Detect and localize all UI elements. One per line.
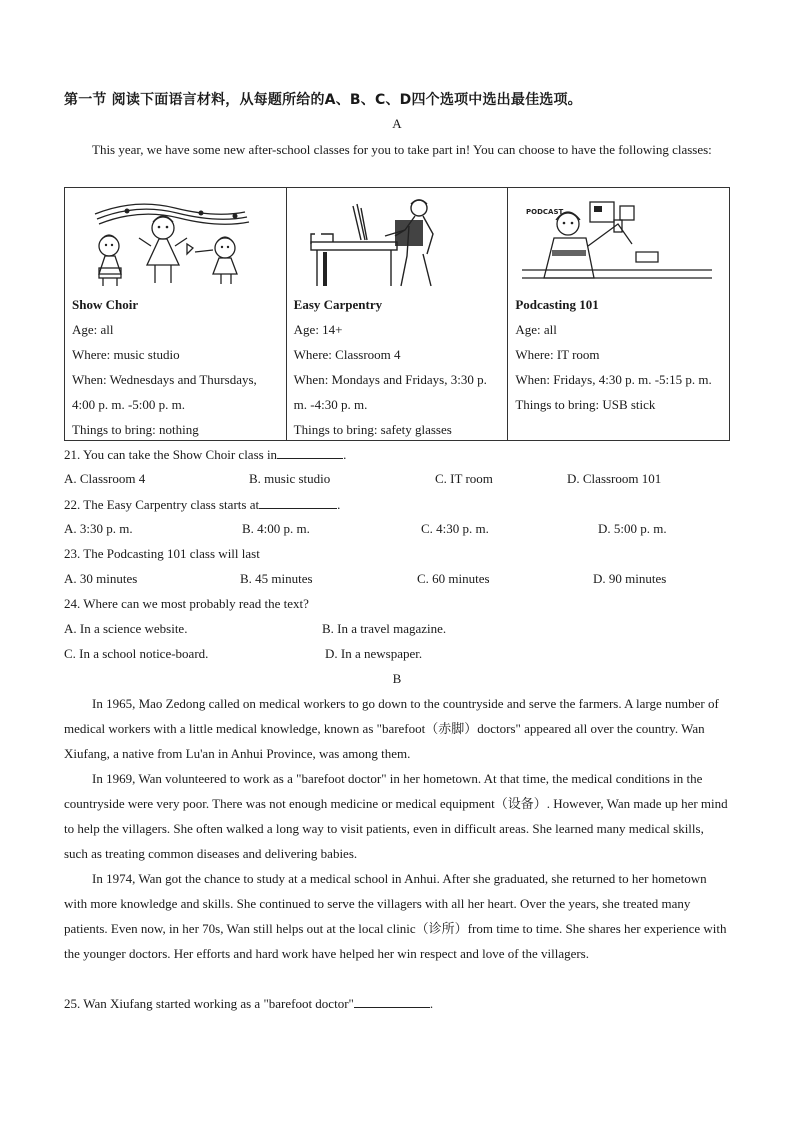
question-23 <box>64 546 260 562</box>
question-number: 22. <box>64 497 81 512</box>
class-bring: Things to bring: USB stick <box>515 397 656 412</box>
question-21: 21. You can take the Show Choir class in . <box>64 447 347 462</box>
paragraph-text: In 1969, Wan volunteered to work as a "barefoot doctor" in her hometown. At that time, the medical conditions in the countryside were very poor. There was not enough medicine or medical equipment（设备）. However, Wan made up her mind to help the villagers. She often walked a long way to visit patients, even in difficult areas. She learned many medical skills, such as treating common diseases and delivering babies. <box>64 771 728 861</box>
question-number: 21. <box>64 447 81 462</box>
question-number: 24. <box>64 596 81 611</box>
option-24-b[interactable]: B. In a travel magazine. <box>322 621 447 636</box>
choir-children-icon <box>75 194 275 288</box>
part-a-letter: A <box>392 116 402 131</box>
question-end-mark: . <box>429 996 434 1011</box>
option-23-c[interactable]: C. 60 minutes <box>417 571 490 586</box>
carpenter-icon <box>297 194 497 288</box>
paragraph-text: In 1974, Wan got the chance to study at a medical school in Anhui. After she graduated, she returned to her hometown with more knowledge and skills. She continued to serve the villagers with all her heart. Over the years, she treated many patients. Even now, in her 70s, Wan still helps out at the local clinic（诊所）from time to time. She shares her experience with the younger doctors. Her efforts and hard work have helped her win respect and love of the villagers. <box>64 871 727 961</box>
class-title: Podcasting 101 <box>515 297 599 312</box>
intro-text: This year, we have some new after-school classes for you to take part in! You can choose to have the following classes: <box>92 142 712 157</box>
show-choir-details <box>72 292 280 442</box>
option-24-d[interactable]: D. In a newspaper. <box>325 646 423 661</box>
class-when: When: Mondays and Fridays, 3:30 p. m. -4:30 p. m. <box>293 372 487 412</box>
class-bring: Things to bring: safety glasses <box>293 422 452 437</box>
class-where: Where: IT room <box>515 347 600 362</box>
question-stem: The Podcasting 101 class will last <box>83 546 260 561</box>
class-age: Age: all <box>515 322 557 337</box>
answer-blank <box>277 446 343 459</box>
class-cell-easy-carpentry <box>286 188 508 441</box>
paragraph-text: In 1965, Mao Zedong called on medical workers to go down to the countryside and serve the farmers. A large number of medical workers with a little medical knowledge, known as "barefoot（赤脚）doctors" appeared all over the country. Wan Xiufang, a native from Lu'an in Anhui Province, was among them. <box>64 696 719 761</box>
podcaster-icon <box>518 194 718 288</box>
part-b-letter: B <box>392 671 402 686</box>
option-22-b[interactable]: B. 4:00 p. m. <box>242 521 310 536</box>
option-23-b[interactable]: B. 45 minutes <box>240 571 313 586</box>
option-21-c[interactable]: C. IT room <box>435 471 493 486</box>
class-cell-podcasting <box>508 188 730 441</box>
option-24-a[interactable]: A. In a science website. <box>64 621 188 636</box>
class-title: Show Choir <box>72 297 139 312</box>
class-where: Where: music studio <box>72 347 180 362</box>
part-b-paragraph-1 <box>64 691 730 766</box>
option-21-d[interactable]: D. Classroom 101 <box>567 471 662 486</box>
question-number: 25. <box>64 996 81 1011</box>
option-22-c[interactable]: C. 4:30 p. m. <box>421 521 489 536</box>
question-22: 22. The Easy Carpentry class starts at . <box>64 497 341 512</box>
question-stem: You can take the Show Choir class in <box>83 447 278 462</box>
option-23-a[interactable]: A. 30 minutes <box>64 571 138 586</box>
class-when: When: Wednesdays and Thursdays, 4:00 p. m. -5:00 p. m. <box>72 372 257 412</box>
option-22-a[interactable]: A. 3:30 p. m. <box>64 521 133 536</box>
question-stem: Where can we most probably read the text? <box>83 596 309 611</box>
class-when: When: Fridays, 4:30 p. m. -5:15 p. m. <box>515 372 712 387</box>
question-stem: Wan Xiufang started working as a "barefoot doctor" <box>83 996 354 1011</box>
question-number: 23. <box>64 546 81 561</box>
question-25 <box>64 995 433 1012</box>
question-24 <box>64 596 309 612</box>
part-b-paragraph-2 <box>64 766 730 866</box>
option-23-d[interactable]: D. 90 minutes <box>593 571 667 586</box>
class-cell-show-choir <box>65 188 287 441</box>
class-bring: Things to bring: nothing <box>72 422 199 437</box>
section-heading: 第一节 阅读下面语言材料，从每题所给的A、B、C、D四个选项中选出最佳选项。 <box>64 92 582 108</box>
option-21-a[interactable]: A. Classroom 4 <box>64 471 146 486</box>
classes-table <box>64 187 730 441</box>
option-22-d[interactable]: D. 5:00 p. m. <box>598 521 667 536</box>
class-title: Easy Carpentry <box>293 297 383 312</box>
class-age: Age: all <box>72 322 114 337</box>
answer-blank <box>354 995 430 1008</box>
podcast-sign-text: PODCAST <box>526 208 564 216</box>
class-age: Age: 14+ <box>293 322 343 337</box>
option-21-b[interactable]: B. music studio <box>249 471 331 486</box>
option-24-c[interactable]: C. In a school notice-board. <box>64 646 209 661</box>
answer-blank <box>259 496 337 509</box>
easy-carpentry-details <box>294 292 502 442</box>
question-stem: The Easy Carpentry class starts at <box>83 497 260 512</box>
class-where: Where: Classroom 4 <box>293 347 401 362</box>
podcasting-details <box>515 292 723 417</box>
part-a-intro <box>64 137 730 162</box>
part-b-paragraph-3 <box>64 866 730 966</box>
